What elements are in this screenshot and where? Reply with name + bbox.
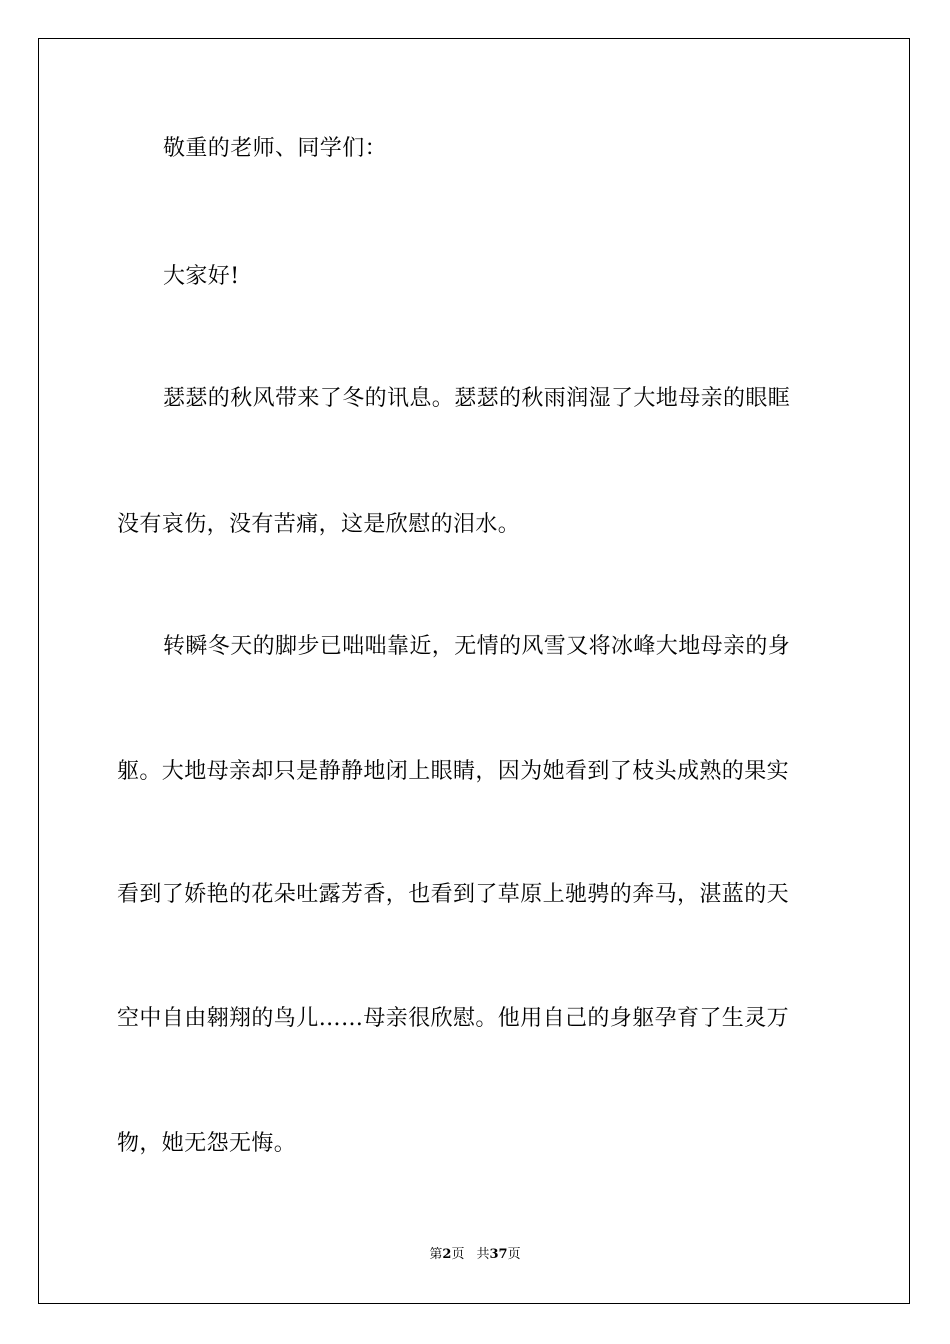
salutation: 敬重的老师、同学们： [163, 136, 388, 161]
paragraph-line-1: 瑟瑟的秋风带来了冬的讯息。瑟瑟的秋雨润湿了大地母亲的眼眶 [163, 386, 791, 411]
greeting: 大家好! [163, 264, 240, 289]
paragraph-line-4: 躯。大地母亲却只是静静地闭上眼睛，因为她看到了枝头成熟的果实 [117, 759, 790, 784]
paragraph-line-3: 转瞬冬天的脚步已咄咄靠近，无情的风雪又将冰峰大地母亲的身 [163, 634, 791, 659]
paragraph-line-7: 物，她无怨无悔。 [117, 1131, 297, 1156]
page-footer [0, 1246, 950, 1264]
paragraph-line-5: 看到了娇艳的花朵吐露芳香，也看到了草原上驰骋的奔马，湛蓝的天 [117, 882, 790, 907]
footer-page-prefix: 第 [429, 1247, 443, 1262]
footer-total-pages: 37 [489, 1247, 508, 1262]
footer-page-suffix: 页 [451, 1247, 465, 1262]
footer-total-prefix: 共 [476, 1247, 490, 1262]
footer-total-suffix: 页 [507, 1247, 521, 1262]
footer-current-page: 2 [442, 1247, 452, 1262]
paragraph-line-6: 空中自由翱翔的鸟儿……母亲很欣慰。他用自己的身躯孕育了生灵万 [117, 1006, 790, 1031]
paragraph-line-2: 没有哀伤，没有苦痛，这是欣慰的泪水。 [117, 512, 521, 537]
page-border [38, 38, 910, 1304]
